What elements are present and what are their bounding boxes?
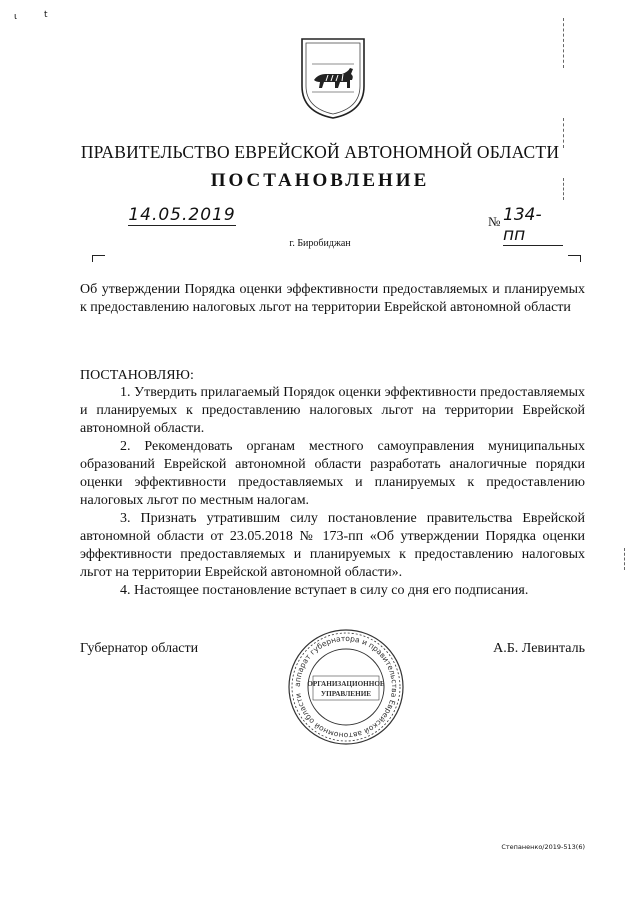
document-title	[80, 281, 585, 317]
coat-of-arms-emblem	[298, 36, 368, 120]
scan-edge-mark	[563, 18, 564, 68]
signatory-name: А.Б. Левинталь	[493, 641, 585, 656]
government-name: ПРАВИТЕЛЬСТВО ЕВРЕЙСКОЙ АВТОНОМНОЙ ОБЛАСТИ	[80, 142, 560, 162]
scan-edge-mark	[624, 548, 625, 570]
city-label: г. Биробиджан	[289, 238, 351, 249]
stamp-inner-line1: ОРГАНИЗАЦИОННОЕ	[307, 680, 385, 688]
official-stamp	[286, 627, 406, 747]
margin-mark: ι	[14, 12, 18, 22]
resolution-item: 1. Утвердить прилагаемый Порядок оценки эффективности предоставляемых и планируемых к предоставлению налоговых льгот на территории Еврейской автономной области.	[80, 385, 585, 436]
stamp-inner-line2: УПРАВЛЕНИЕ	[320, 690, 372, 698]
resolution-items	[80, 384, 585, 600]
resolution-item: 4. Настоящее постановление вступает в силу со дня его подписания.	[120, 583, 529, 598]
resolve-heading: ПОСТАНОВЛЯЮ:	[80, 368, 194, 383]
title-corner-mark-right	[568, 255, 581, 262]
signatory-position: Губернатор области	[80, 641, 199, 656]
document-date: 14.05.2019	[128, 205, 236, 225]
resolution-item: 3. Признать утратившим силу постановление правительства Еврейской автономной области от 23.05.2018 № 173-пп «Об утверждении Порядка оценки эффективности предоставляемых и планируемых к предоставлению налоговых льгот на территории Еврейской автономной области».	[80, 511, 585, 580]
margin-mark: t	[44, 10, 48, 20]
title-corner-mark-left	[92, 255, 105, 262]
document-type-title: ПОСТАНОВЛЕНИЕ	[210, 170, 430, 191]
number-prefix: №	[488, 214, 501, 229]
title-text: Об утверждении Порядка оценки эффективности предоставляемых и планируемых к предоставлению налоговых льгот на территории Еврейской автономной области	[80, 282, 585, 315]
document-number: 134-пп	[503, 205, 563, 246]
stamp-outer-text: аппарат губернатора и правительства Еврейской автономной области	[292, 633, 400, 741]
resolution-item: 2. Рекомендовать органам местного самоуправления муниципальных образований Еврейской автономной области разработать аналогичные порядки оценки эффективности предоставляемых и планируемых к предоставлению налоговых льгот по местным налогам.	[80, 439, 585, 508]
footer-code: Степаненко/2019-513(6)	[501, 843, 585, 851]
